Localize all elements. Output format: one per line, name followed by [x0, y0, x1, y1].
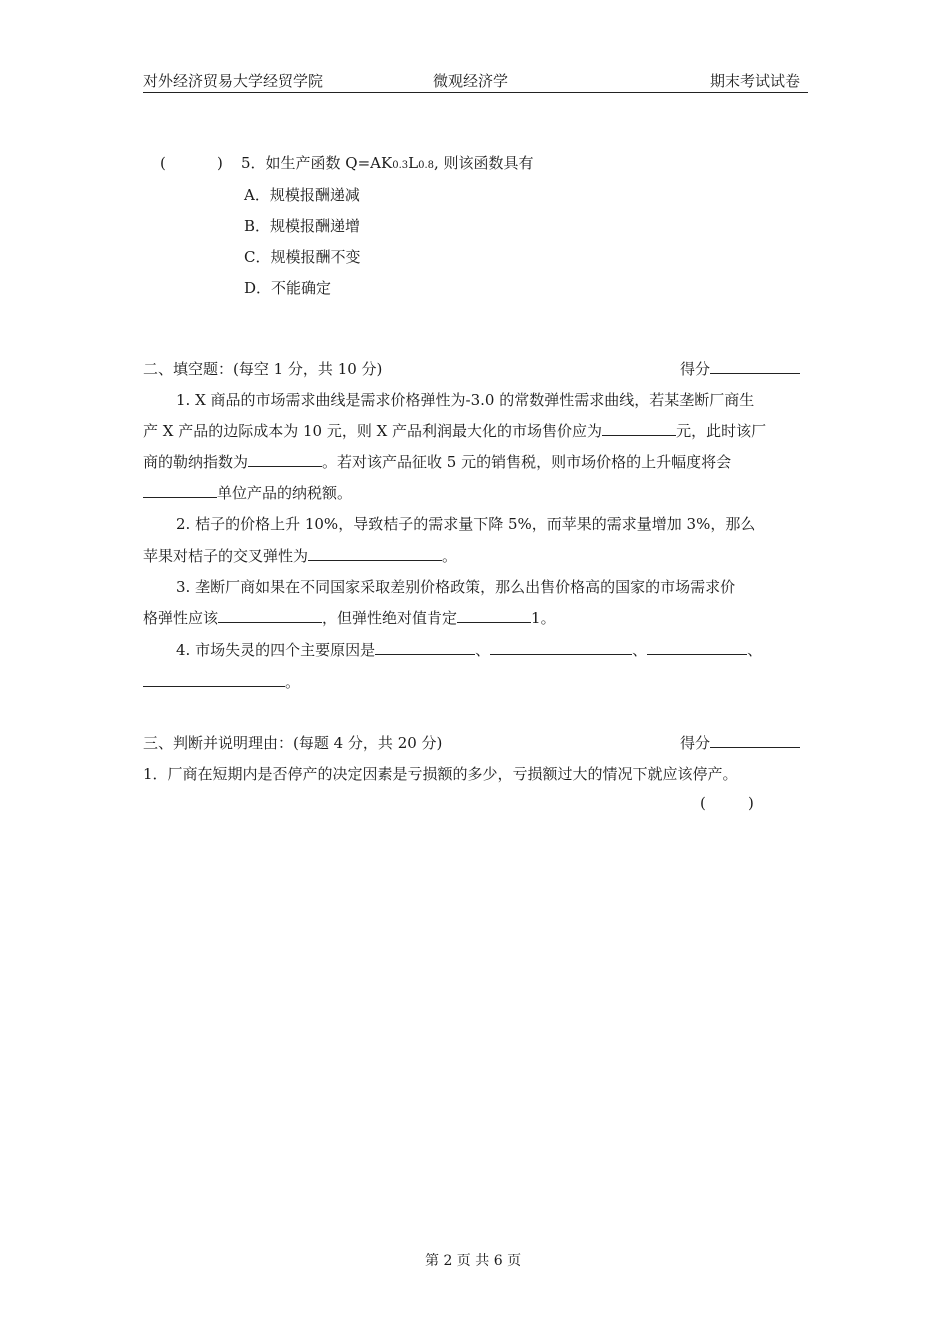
s2-q3-line2-b: ，但弹性绝对值肯定 — [322, 609, 458, 627]
s2-q1-line1: 1. X 商品的市场需求曲线是需求价格弹性为-3.0 的常数弹性需求曲线，若某垄断厂商生 — [176, 391, 755, 409]
s2-q2-line2-b: 。 — [442, 547, 458, 565]
q5-answer-paren-open: ( — [160, 154, 166, 172]
s2-q1-line3 — [143, 451, 731, 472]
s2-q3-blank-compare — [457, 607, 531, 623]
s2-q1-blank-price — [602, 420, 676, 436]
q5-answer-paren-close: ) — [217, 154, 223, 172]
s2-q1-line2 — [143, 420, 766, 441]
q5-stem-prefix: 5．如生产函数 Q=AK — [241, 154, 393, 172]
s2-q2-blank-cross-elasticity — [308, 545, 442, 561]
s2-q4-sep-2: 、 — [632, 641, 648, 659]
section2-score-label: 得分 — [680, 360, 711, 378]
q5-option-d: D．不能确定 — [244, 279, 332, 297]
q5-exponent-l: 0.8 — [418, 160, 434, 171]
s2-q1-line3-b: 。若对该产品征收 5 元的销售税，则市场价格的上升幅度将会 — [322, 453, 732, 471]
section2-title: 二、填空题：(每空 1 分，共 10 分) — [143, 360, 383, 378]
s3-q1-paren-close: ) — [748, 794, 754, 812]
s2-q2-line1: 2. 桔子的价格上升 10%，导致桔子的需求量下降 5%，而苹果的需求量增加 3%，那么 — [176, 515, 756, 533]
section2-score — [680, 358, 800, 379]
header-school: 对外经济贸易大学经贸学院 — [143, 72, 324, 90]
header-course: 微观经济学 — [433, 72, 509, 90]
s2-q1-blank-lerner — [248, 451, 322, 467]
section3-score — [680, 732, 800, 753]
s2-q1-line3-a: 商的勒纳指数为 — [143, 453, 249, 471]
s2-q3-line2-a: 格弹性应该 — [143, 609, 219, 627]
section3-score-label: 得分 — [680, 734, 711, 752]
q5-stem-suffix: , 则该函数具有 — [434, 154, 534, 172]
s2-q3-line2-c: 1。 — [531, 609, 556, 627]
section3-title: 三、判断并说明理由：(每题 4 分，共 20 分) — [143, 734, 443, 752]
s2-q2-line2-a: 苹果对桔子的交叉弹性为 — [143, 547, 309, 565]
s2-q4-end: 。 — [285, 673, 301, 691]
s2-q1-blank-tax — [143, 482, 217, 498]
s2-q4-line2 — [143, 671, 300, 692]
s2-q2-line2 — [143, 545, 457, 566]
header-rule — [143, 92, 808, 93]
page-number: 第 2 页 共 6 页 — [425, 1253, 522, 1269]
s2-q4-line1 — [176, 639, 762, 660]
s3-q1-paren-open: ( — [700, 794, 706, 812]
s2-q4-line1-text: 4. 市场失灵的四个主要原因是 — [176, 641, 376, 659]
header-exam-title: 期末考试试卷 — [710, 72, 801, 90]
q5-option-c: C．规模报酬不变 — [244, 248, 361, 266]
s3-q1-text: 1．厂商在短期内是否停产的决定因素是亏损额的多少，亏损额过大的情况下就应该停产。 — [143, 765, 738, 783]
s2-q1-line4-text: 单位产品的纳税额。 — [217, 484, 353, 502]
s2-q4-blank-4 — [143, 671, 285, 687]
q5-option-a: A．规模报酬递减 — [244, 186, 360, 204]
section2-score-blank — [710, 358, 800, 374]
q5-exponent-k: 0.3 — [392, 160, 409, 171]
s2-q4-sep-1: 、 — [475, 641, 491, 659]
q5-option-b: B．规模报酬递增 — [244, 217, 361, 235]
s2-q1-line2-b: 元，此时该厂 — [676, 422, 767, 440]
s2-q1-line2-a: 产 X 产品的边际成本为 10 元，则 X 产品利润最大化的市场售价应为 — [143, 422, 603, 440]
q5-stem-mid: L — [408, 154, 419, 172]
s2-q3-line1: 3. 垄断厂商如果在不同国家采取差别价格政策，那么出售价格高的国家的市场需求价 — [176, 578, 736, 596]
s2-q4-sep-3: 、 — [747, 641, 763, 659]
section3-score-blank — [710, 732, 800, 748]
s2-q1-line4 — [143, 482, 352, 503]
s2-q3-line2 — [143, 607, 556, 628]
s2-q3-blank-elasticity — [218, 607, 322, 623]
s2-q4-blank-2 — [490, 639, 632, 655]
s2-q4-blank-1 — [375, 639, 475, 655]
q5-stem — [241, 152, 534, 173]
s2-q4-blank-3 — [647, 639, 747, 655]
